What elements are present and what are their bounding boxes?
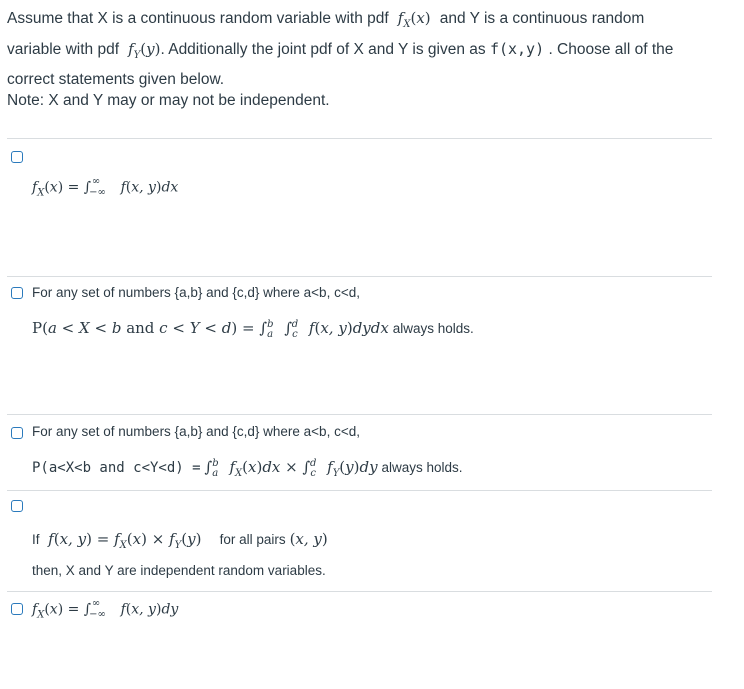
fx-formula: $f_X(x)$ (393, 9, 431, 30)
question-text-part: . Choose all of the (548, 41, 674, 58)
option-divider (7, 138, 712, 139)
option-5-checkbox[interactable] (11, 603, 23, 615)
option-3-checkbox[interactable] (11, 427, 23, 439)
option-4-pair-formula: (x, y) (289, 530, 328, 548)
question-text-part: correct statements given below. (7, 71, 225, 88)
question-text-part: Assume that X is a continuous random variable with pdf (7, 10, 389, 27)
option-4-pairs: for all pairs (219, 532, 286, 547)
option-2-formula-line (32, 319, 474, 340)
option-3-formula-line (32, 458, 463, 479)
option-1-formula: $f_X(x) = \int_{-\infty}^\infty$ f(x, y)dx (32, 176, 179, 199)
option-divider (7, 276, 712, 277)
option-4-condition (32, 530, 328, 551)
fy-formula: $f_Y(y)$ (123, 40, 161, 61)
question-text-part: . Additionally the joint pdf of X and Y is given as (160, 41, 486, 58)
option-3-formula: $\int_a^b$ $f_X(x)dx \times \int_c^d$ $f_Y(y)dy$ (204, 458, 378, 479)
option-4-if: If (32, 532, 40, 547)
question-text-part: variable with pdf (7, 41, 120, 58)
option-3-prefix: P(a<X<b and c<Y<d) = (32, 460, 201, 476)
option-4-checkbox[interactable] (11, 500, 23, 512)
option-divider (7, 490, 712, 491)
option-divider (7, 591, 712, 592)
question-text-part: and Y is a continuous random (439, 10, 645, 27)
option-2-checkbox[interactable] (11, 287, 23, 299)
option-2-text: For any set of numbers {a,b} and {c,d} where a<b, c<d, (32, 285, 360, 300)
option-5-formula: $f_X(x) = \int_{-\infty}^\infty$ f(x, y)dy (32, 598, 179, 621)
option-4-formula: f(x, $y) = f_X(x) \times f_Y(y)$ (43, 530, 202, 551)
option-divider (7, 414, 712, 415)
option-2-formula: P(a < X < b and $c < Y < d) = \int_a^b$ $\int_c^d$ f(x, y)dydx (32, 319, 389, 340)
option-2-suffix: always holds. (392, 321, 474, 336)
question-text (7, 6, 729, 92)
question-note: Note: X and Y may or may not be independent. (7, 92, 330, 109)
option-3-suffix: always holds. (381, 460, 463, 475)
option-1-checkbox[interactable] (11, 151, 23, 163)
joint-pdf-label: f(x,y) (489, 40, 545, 58)
option-4-then: then, X and Y are independent random variables. (32, 563, 326, 578)
option-3-text: For any set of numbers {a,b} and {c,d} where a<b, c<d, (32, 424, 360, 439)
